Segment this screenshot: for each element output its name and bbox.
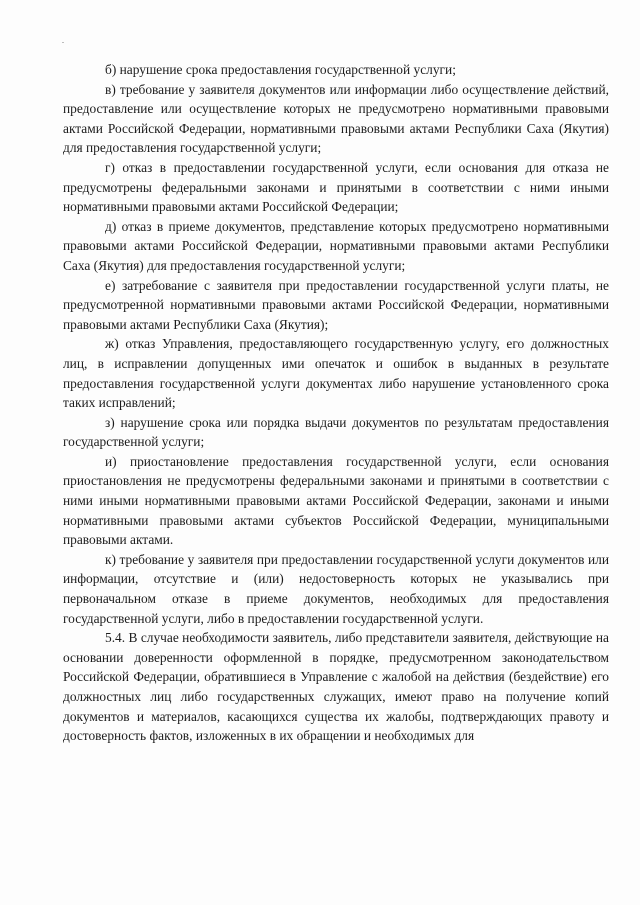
paragraph-e: е) затребование с заявителя при предоставлении государственной услуги платы, не предусмотренной нормативными правовыми актами Российской Федерации, нормативными правовыми актами Республики Саха (Якутия); — [63, 277, 609, 332]
scan-speck — [62, 42, 64, 43]
document-body — [63, 60, 609, 746]
paragraph-k: к) требование у заявителя при предоставлении государственной услуги документов или информации, отсутствие и (или) недостоверность которых не указывались при первоначальном отказе в приеме документов, необходимых для предоставления государственной услуги, либо в предоставлении государственной услуги. — [63, 551, 609, 626]
paragraph-v: в) требование у заявителя документов или информации либо осуществление действий, предоставление или осуществление которых не предусмотрено нормативными правовыми актами Российской Федерации, нормативными правовыми актами Республики Саха (Якутия) для предоставления государственной услуги; — [63, 81, 609, 156]
paragraph-d: д) отказ в приеме документов, представление которых предусмотрено нормативными правовыми актами Российской Федерации, нормативными правовыми актами Республики Саха (Якутия) для предоставления государственной услуги; — [63, 218, 609, 273]
paragraph-g: г) отказ в предоставлении государственной услуги, если основания для отказа не предусмотрены федеральными законами и принятыми в соответствии с ними иными нормативными правовыми актами Российской Федерации; — [63, 159, 609, 215]
clause-5-4: 5.4. В случае необходимости заявитель, либо представители заявителя, действующие на основании доверенности оформленной в порядке, предусмотренном законодательством Российской Федерации, обратившиеся в Управление с жалобой на действия (бездействие) его должностных лиц либо государственных служащих, имеют право на получение копий документов и материалов, касающихся существа их жалобы, подтверждающих правоту и достоверность фактов, изложенных в их обращении и необходимых для — [63, 630, 609, 744]
paragraph-zh: ж) отказ Управления, предоставляющего государственную услугу, его должностных лиц, в исправлении допущенных ими опечаток и ошибок в выданных в результате предоставления государственной услуги документах либо нарушение установленного срока таких исправлений; — [63, 336, 609, 411]
paragraph-b: б) нарушение срока предоставления государственной услуги; — [105, 62, 456, 77]
paragraph-i: и) приостановление предоставления государственной услуги, если основания приостановления не предусмотрены федеральными законами и принятыми в соответствии с ними иными нормативными правовыми актами Российской Федерации, законами и иными нормативными правовыми актами субъектов Российской Федерации, муниципальными правовыми актами. — [63, 453, 609, 548]
paragraph-z: з) нарушение срока или порядка выдачи документов по результатам предоставления государственной услуги; — [63, 414, 609, 450]
